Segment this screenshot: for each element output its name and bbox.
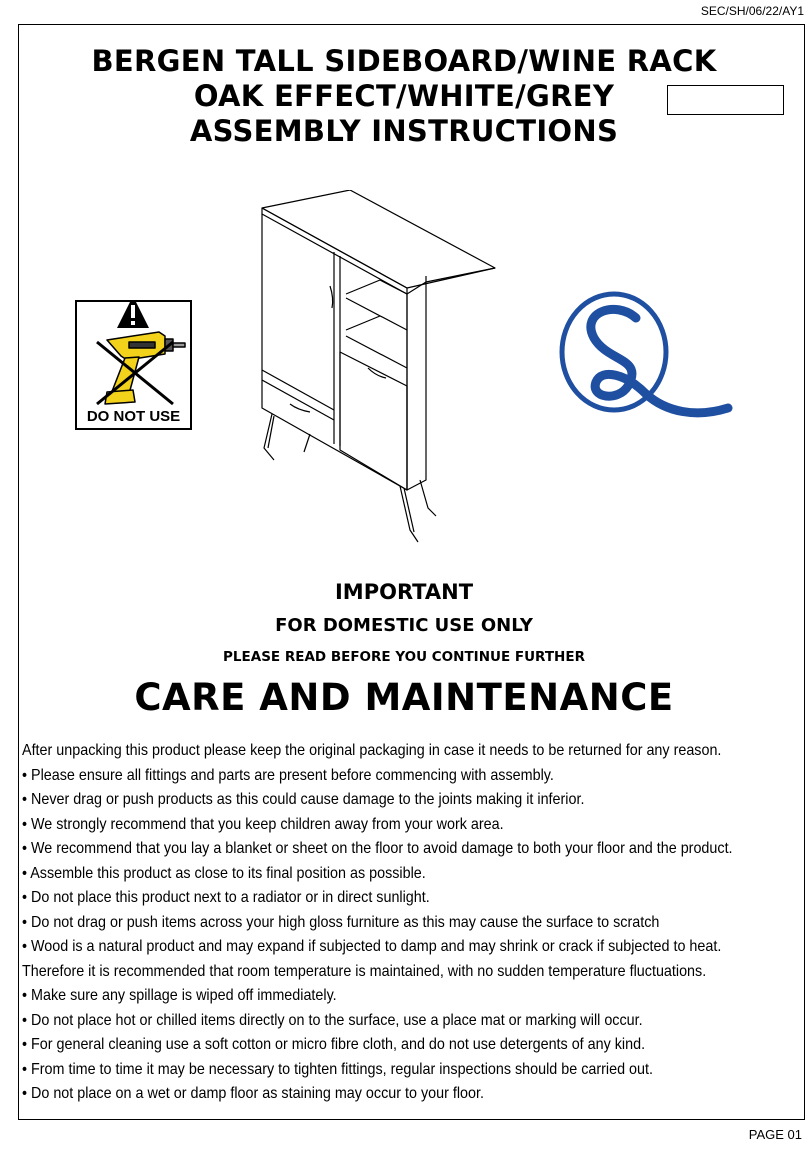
care-line: • Wood is a natural product and may expand if subjected to damp and may shrink or crack if subjected to heat.: [22, 938, 722, 955]
brand-logo: [556, 290, 736, 435]
do-not-use-label: DO NOT USE: [86, 408, 181, 425]
care-line: • Do not drag or push items across your high gloss furniture as this may cause the surface to scratch: [22, 913, 660, 931]
title-line-2: OAK EFFECT/WHITE/GREY: [193, 79, 615, 113]
care-line: • Please ensure all fittings and parts are present before commencing with assembly.: [22, 766, 554, 784]
page-number: PAGE 01: [748, 1127, 802, 1142]
blank-label-box: [667, 85, 784, 115]
care-line: • We recommend that you lay a blanket or sheet on the floor to avoid damage to both your floor and the product.: [22, 840, 733, 857]
care-line: • We strongly recommend that you keep children away from your work area.: [22, 815, 504, 833]
care-line: • Do not place this product next to a radiator or in direct sunlight.: [22, 889, 430, 906]
care-line: • For general cleaning use a soft cotton or micro fibre cloth, and do not use detergents of any kind.: [22, 1036, 646, 1053]
important-heading: IMPORTANT: [334, 580, 474, 604]
care-line: • From time to time it may be necessary to tighten fittings, regular inspections should be carried out.: [22, 1060, 653, 1078]
title-line-1: BERGEN TALL SIDEBOARD/WINE RACK: [91, 44, 717, 78]
document-code: SEC/SH/06/22/AY1: [700, 4, 804, 18]
care-line: Therefore it is recommended that room temperature is maintained, with no sudden temperature fluctuations.: [22, 962, 707, 980]
care-line: After unpacking this product please keep the original packaging in case it needs to be returned for any reason.: [22, 742, 722, 759]
do-not-use-warning: [75, 300, 192, 430]
sideboard-illustration: [250, 190, 510, 575]
care-line: • Do not place on a wet or damp floor as staining may occur to your floor.: [22, 1085, 484, 1102]
please-read-notice: PLEASE READ BEFORE YOU CONTINUE FURTHER: [223, 649, 585, 665]
care-line: • Make sure any spillage is wiped off immediately.: [22, 987, 337, 1004]
care-instructions: [22, 739, 743, 1107]
care-heading: CARE AND MAINTENANCE: [134, 676, 674, 719]
care-line: • Never drag or push products as this could cause damage to the joints making it inferior.: [22, 791, 585, 808]
domestic-use-notice: FOR DOMESTIC USE ONLY: [275, 615, 533, 636]
s-swirl-logo-icon: [556, 290, 736, 430]
care-line: • Do not place hot or chilled items directly on to the surface, use a place mat or marking will occur.: [22, 1011, 643, 1029]
care-line: • Assemble this product as close to its final position as possible.: [22, 864, 426, 882]
title-line-3: ASSEMBLY INSTRUCTIONS: [189, 114, 619, 148]
